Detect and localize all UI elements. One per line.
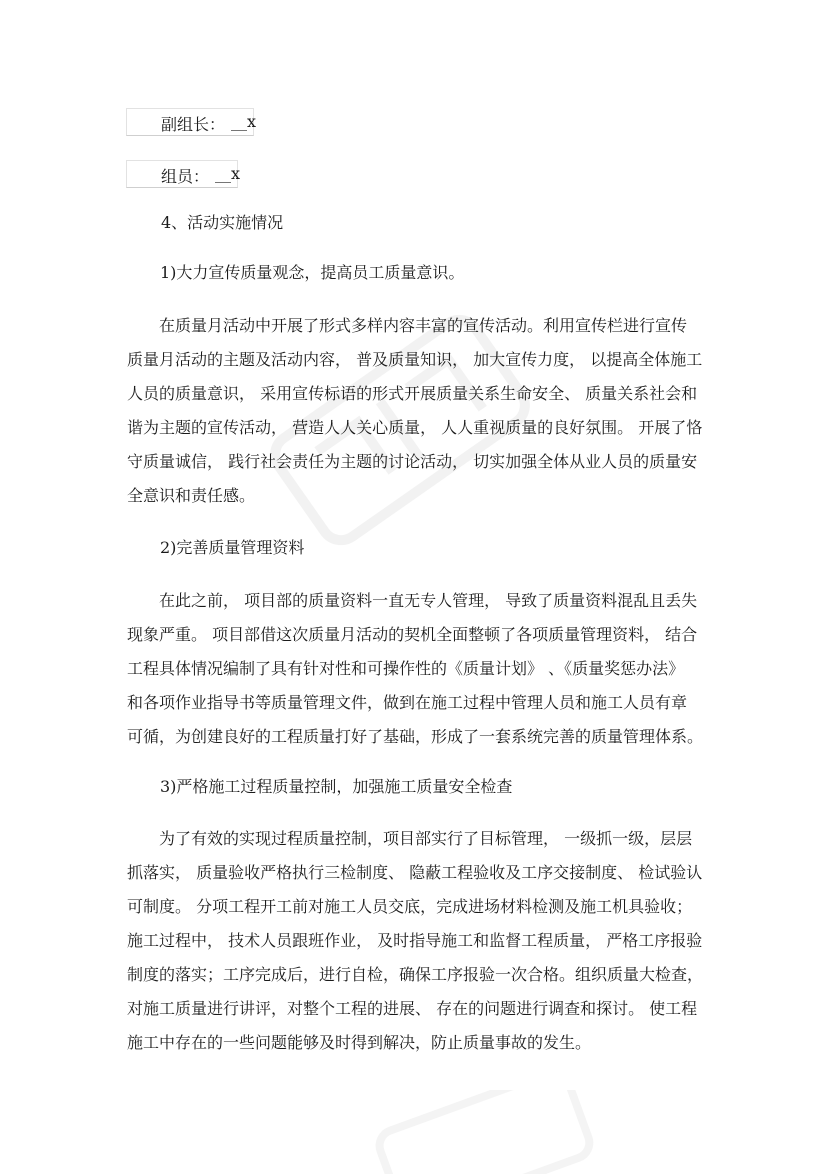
paragraph-line: 工程具体情况编制了具有针对性和可操作性的《质量计划》 、《质量奖惩办法》 — [127, 659, 685, 678]
paragraph-line: 质量月活动的主题及活动内容， 普及质量知识， 加大宣传力度， 以提高全体施工 — [127, 350, 703, 369]
item-2-heading: 2)完善质量管理资料 — [160, 538, 305, 557]
item-2-paragraph — [127, 584, 707, 754]
paragraph-line: 守质量诚信， 践行社会责任为主题的讨论活动， 切实加强全体从业人员的质量安 — [127, 452, 698, 471]
paragraph-line: 可制度。 分项工程开工前对施工人员交底，完成进场材料检测及施工机具验收； — [127, 897, 693, 916]
deputy-leader-field — [126, 108, 257, 136]
paragraph-line: 现象严重。 项目部借这次质量月活动的契机全面整顿了各项质量管理资料， 结合 — [127, 625, 698, 644]
watermark-stamp-bottom — [360, 1090, 600, 1174]
paragraph-line: 对施工质量进行讲评，对整个工程的进展、 存在的问题进行调查和探讨。 使工程 — [127, 999, 698, 1018]
paragraph-line: 在质量月活动中开展了形式多样内容丰富的宣传活动。利用宣传栏进行宣传 — [127, 316, 688, 335]
deputy-leader-value: __x — [231, 112, 257, 131]
paragraph-line: 施工过程中， 技术人员跟班作业， 及时指导施工和监督工程质量， 严格工序报验 — [127, 931, 703, 950]
paragraph-line: 抓落实， 质量验收严格执行三检制度、 隐蔽工程验收及工序交接制度、 检试验认 — [127, 863, 703, 882]
members-value: __x — [215, 164, 241, 183]
paragraph-line: 制度的落实；工序完成后，进行自检，确保工序报验一次合格。组织质量大检查， — [127, 965, 704, 984]
members-field — [126, 160, 241, 188]
deputy-leader-label: 副组长： — [161, 115, 226, 134]
item-1-heading: 1)大力宣传质量观念，提高员工质量意识。 — [160, 263, 465, 282]
paragraph-line: 在此之前， 项目部的质量资料一直无专人管理， 导致了质量资料混乱且丢失 — [127, 591, 698, 610]
paragraph-line: 谐为主题的宣传活动， 营造人人关心质量， 人人重视质量的良好氛围。 开展了恪 — [127, 418, 703, 437]
paragraph-line: 全意识和责任感。 — [127, 486, 256, 505]
item-3-heading: 3)严格施工过程质量控制，加强施工质量安全检查 — [160, 777, 513, 796]
paragraph-line: 为了有效的实现过程质量控制，项目部实行了目标管理， 一级抓一级，层层 — [127, 829, 693, 848]
item-1-paragraph — [127, 309, 707, 513]
paragraph-line: 可循，为创建良好的工程质量打好了基础，形成了一套系统完善的质量管理体系。 — [127, 727, 704, 746]
section-4-heading: 4、活动实施情况 — [161, 213, 284, 232]
paragraph-line: 人员的质量意识， 采用宣传标语的形式开展质量关系生命安全、 质量关系社会和 — [127, 384, 698, 403]
item-3-paragraph — [127, 822, 707, 1060]
members-label: 组员： — [161, 167, 210, 186]
paragraph-line: 和各项作业指导书等质量管理文件，做到在施工过程中管理人员和施工人员有章 — [127, 693, 688, 712]
paragraph-line: 施工中存在的一些问题能够及时得到解决，防止质量事故的发生。 — [127, 1033, 592, 1052]
